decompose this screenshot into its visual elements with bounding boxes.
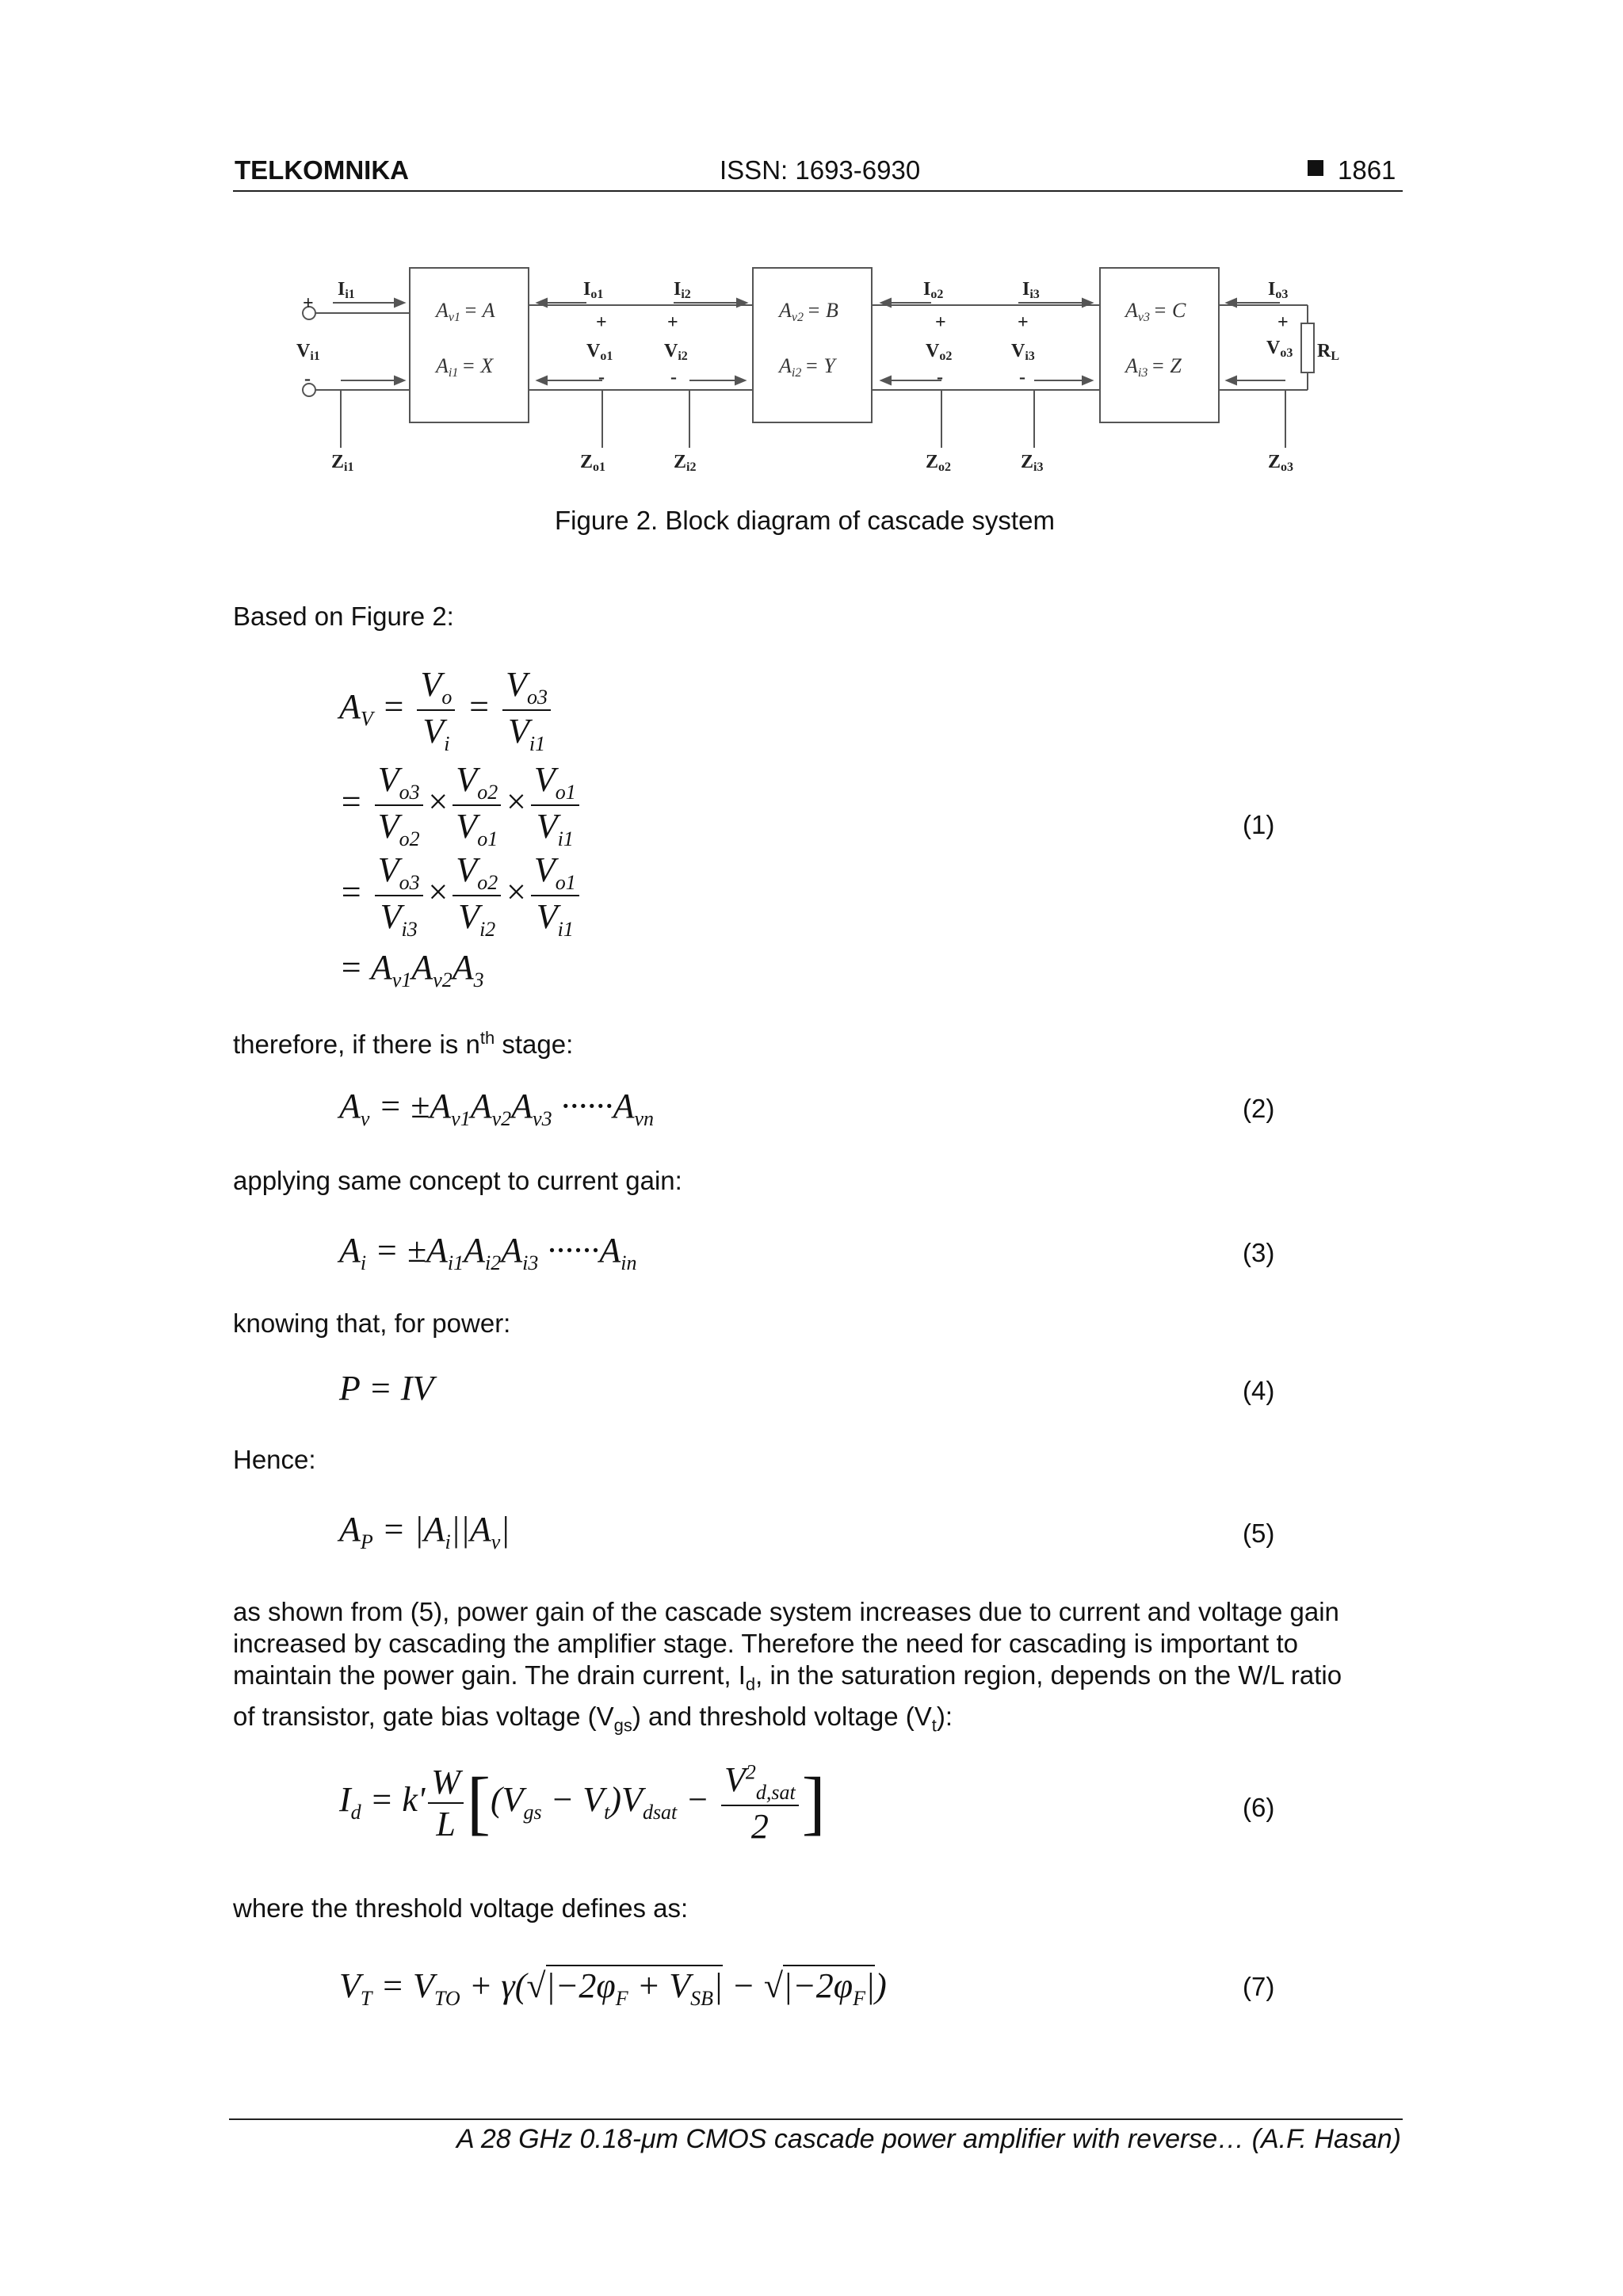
page-number: 1861 (1338, 155, 1396, 185)
figure-caption: Figure 2. Block diagram of cascade system (555, 506, 1055, 535)
load-resistor (1301, 323, 1314, 372)
svg-text:+: + (935, 312, 946, 333)
label-vo1: Vo1 (586, 341, 613, 363)
stage-1-block (410, 268, 529, 422)
equation-number-1: (1) (1243, 810, 1275, 839)
running-header (233, 155, 1403, 192)
svg-text:-: - (1019, 367, 1025, 388)
block-diagram (285, 254, 1340, 483)
label-io1: Io1 (583, 279, 604, 301)
equation-1-line-4: = $A_{v1}A_{v2}A_3$ (339, 948, 484, 991)
label-io3: Io3 (1268, 279, 1289, 301)
stage-3-current-gain: Ai3 = Z (1125, 354, 1182, 380)
svg-text:+: + (667, 312, 678, 333)
text-based-on: Based on Figure 2: (233, 602, 454, 631)
text-knowing: knowing that, for power: (233, 1308, 511, 1338)
equation-number-2: (2) (1243, 1094, 1275, 1123)
equation-1-line-1: $A_V$ = $\frac{V_o}{V_i}$ = $\frac{V_{o3}}{V_{i1}}$ (339, 664, 554, 756)
svg-text:-: - (670, 367, 677, 388)
label-io2: Io2 (923, 279, 944, 301)
black-square-icon (1308, 160, 1323, 176)
label-zo3: Zo3 (1268, 452, 1294, 474)
label-vi2: Vi2 (664, 341, 688, 363)
equation-number-5: (5) (1243, 1519, 1275, 1548)
text-where: where the threshold voltage defines as: (233, 1893, 689, 1923)
label-ii1: Ii1 (338, 279, 355, 301)
equation-5: $A_P = |A_i||A_v|$ (339, 1510, 510, 1553)
svg-text:+: + (1277, 312, 1289, 333)
label-zi2: Zi2 (674, 452, 697, 474)
equation-number-6: (6) (1243, 1793, 1275, 1822)
stage-3-block (1100, 268, 1219, 422)
stage-2-current-gain: Ai2 = Y (779, 354, 835, 380)
equation-3: $A_i = \pm A_{i1}A_{i2}A_{i3} \cdot\cdot\cdot\cdot\cdot\cdot A_{in}$ (339, 1231, 637, 1274)
label-ii3: Ii3 (1022, 279, 1040, 301)
label-zo2: Zo2 (926, 452, 952, 474)
stage-3-voltage-gain: Av3 = C (1125, 299, 1186, 324)
paragraph-power-gain: as shown from (5), power gain of the cascade system increases due to current and voltage gain increased by cascading the amplifier stage. Therefore the need for cascading is important to maintain the power gain. The drain current, $I_d$, in the saturation region, depends on the W/L ratio of transistor, gate bias voltage $(V_{gs})$ and threshold voltage $(V_t)$: (233, 1597, 1342, 1736)
equation-2: $A_v = \pm A_{v1}A_{v2}A_{v3} \cdot\cdot\cdot\cdot\cdot\cdot A_{vn}$ (339, 1087, 655, 1130)
running-footer: A 28 GHz 0.18-μm CMOS cascade power amplifier with reverse… (A.F. Hasan) (456, 2124, 1401, 2154)
label-ii2: Ii2 (674, 279, 691, 301)
equation-1-line-3: = $\frac{V_{o3}}{V_{i3}}$ × $\frac{V_{o2}}{V_{i2}}$ × $\frac{V_{o1}}{V_{i1}}$ (339, 850, 582, 942)
footer-rule (229, 2118, 1403, 2120)
svg-text:-: - (598, 367, 605, 388)
text-applying: applying same concept to current gain: (233, 1166, 682, 1195)
svg-text:+: + (1018, 312, 1029, 333)
stage-1-current-gain: Ai1 = X (436, 354, 494, 380)
text-therefore: therefore, if there is $n^{th}$ stage: (233, 1028, 574, 1059)
svg-text:+: + (596, 312, 607, 333)
stage-2-voltage-gain: Av2 = B (779, 299, 838, 324)
label-zi1: Zi1 (331, 452, 354, 474)
equation-number-4: (4) (1243, 1376, 1275, 1405)
label-vo3: Vo3 (1266, 338, 1293, 360)
issn: ISSN: 1693-6930 (720, 155, 921, 185)
equation-1-line-2: = $\frac{V_{o3}}{V_{o2}}$ × $\frac{V_{o2}}{V_{o1}}$ × $\frac{V_{o1}}{V_{i1}}$ (339, 759, 582, 851)
label-rl: RL (1317, 341, 1340, 363)
label-zi3: Zi3 (1021, 452, 1044, 474)
label-plus-in: + (303, 293, 314, 314)
svg-text:-: - (937, 367, 943, 388)
equation-4: P = IV (339, 1369, 434, 1408)
label-zo1: Zo1 (580, 452, 606, 474)
equation-number-3: (3) (1243, 1238, 1275, 1267)
stage-1-voltage-gain: Av1 = A (436, 299, 495, 324)
label-minus-in: - (304, 369, 311, 389)
journal-name: TELKOMNIKA (235, 155, 409, 185)
label-vi1: Vi1 (296, 341, 320, 363)
equation-number-7: (7) (1243, 1972, 1275, 2001)
equation-7: $V_T = V_{TO} + \gamma(√|-2\varphi_F + V_{SB}| - √|-2\varphi_F|)$ (339, 1966, 887, 2010)
text-hence: Hence: (233, 1445, 316, 1474)
stage-2-block (753, 268, 872, 422)
equation-6: $I_d = k'$ $\frac{W}{L}$ [$(V_{gs} - V_t)V_{dsat}$ − $\frac{V^2_{d,sat}}{2}$ ] (339, 1760, 826, 1846)
label-vo2: Vo2 (926, 341, 953, 363)
label-vi3: Vi3 (1011, 341, 1035, 363)
